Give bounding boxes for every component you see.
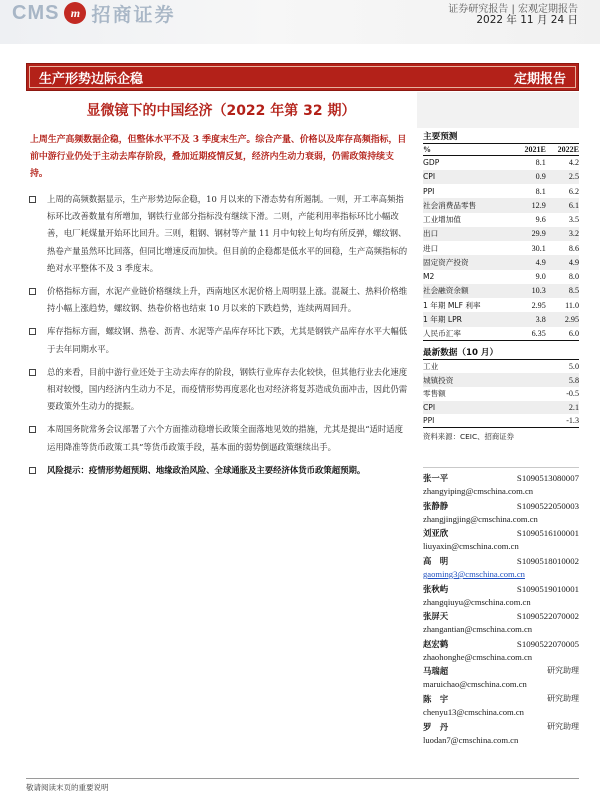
section-label: 生产形势边际企稳 — [39, 72, 144, 87]
forecast-row — [423, 170, 579, 184]
row-value: 5.0 — [568, 362, 579, 372]
value-2021: 29.9 — [513, 227, 546, 241]
bullet-item — [28, 421, 410, 455]
bullet-text: 风险提示：疫情形势超预期、地缘政治风险、全球通胀及主要经济体货币政策超预期。 — [47, 464, 366, 475]
row-label: 进口 — [423, 243, 439, 253]
analyst-cert-number: S1090519010001 — [516, 583, 579, 594]
row-label: 人民币汇率 — [423, 327, 513, 341]
value-2021: 0.9 — [513, 170, 546, 184]
forecast-row — [423, 156, 579, 170]
row-value: 2.1 — [533, 401, 579, 415]
row-label: 1 年期 MLF 利率 — [423, 300, 481, 310]
value-2021: 6.35 — [513, 327, 546, 341]
analyst-cert-number: S1090516100001 — [516, 528, 579, 539]
checkbox-bullet-icon — [29, 426, 36, 433]
value-2021: 8.1 — [535, 158, 546, 168]
value-2022: 3.2 — [546, 227, 579, 241]
logo-text-cn: 招商证券 — [91, 3, 176, 26]
analyst-header — [423, 609, 579, 623]
analyst-entry — [423, 720, 579, 748]
bullet-text: 总的来看，目前中游行业还处于主动去库存的阶段，钢铁行业库存去化较快，但其他行业去化速度相对较慢，国内经济内生动力不足，而疫情形势再度恶化也对经济将复苏造成负面冲击，因此仍需要政策外生动力的提振。 — [47, 366, 408, 412]
latest-row — [423, 360, 579, 374]
row-value: 5.8 — [533, 373, 579, 387]
col-header: 2022E — [546, 144, 579, 156]
analyst-email: maruichao@cmschina.com.cn — [423, 679, 527, 690]
analyst-entry — [423, 582, 579, 610]
row-label: 固定资产投资 — [423, 255, 513, 269]
value-2021: 3.8 — [513, 312, 546, 326]
analyst-cert-number: S1090522050003 — [516, 500, 579, 511]
forecast-row — [423, 298, 579, 312]
value-2021: 30.1 — [531, 243, 546, 253]
footer-divider — [26, 778, 579, 779]
bullet-text: 本周国务院常务会议部署了六个方面推动稳增长政策全面落地见效的措施，尤其是提出“适时适度运用降准等货币政策工具”等货币政策手段，基本面的弱势倒逼政策继续出手。 — [47, 424, 404, 452]
bullet-text: 价格指标方面，水泥产业链价格继续上升，西南地区水泥价格上周明显上涨。混凝土、热料价格维持小幅上涨趋势，螺纹钢、热卷价格也结束 10 月以来的下跌趋势，连续两周回升。 — [47, 286, 408, 314]
forecast-row — [423, 270, 579, 284]
forecast-row — [423, 213, 579, 227]
value-2021: 9.6 — [535, 215, 546, 225]
checkbox-bullet-icon — [29, 328, 36, 335]
summary-paragraph: 上周生产高频数据企稳，但整体水平不及 3 季度末生产。综合产量、价格以及库存高频指标，目前中游行业仍处于主动去库存阶段，叠加近期疫情反复，经济内生动力衰弱，仍需政策持续支持。 — [30, 135, 407, 179]
forecast-row — [423, 198, 579, 212]
report-title: 显微镜下的中国经济（2022 年第 32 期） — [86, 103, 356, 119]
latest-data-heading: 最新数据（10 月） — [423, 348, 499, 359]
analyst-name: 罗 丹 — [423, 721, 449, 732]
forecast-row — [423, 284, 579, 298]
analyst-cert-number: S1090522070005 — [516, 638, 579, 649]
analyst-cert-number: S1090522070002 — [516, 611, 579, 622]
analyst-name: 张屏天 — [423, 611, 449, 622]
analyst-role: 研究助理 — [547, 693, 579, 703]
side-panel — [423, 130, 579, 747]
row-label: PPI — [423, 414, 533, 428]
value-2022: 2.95 — [546, 312, 579, 326]
analyst-header — [423, 471, 579, 485]
forecast-row — [423, 327, 579, 341]
report-category: 证券研究报告 | 宏观定期报告 — [448, 4, 578, 15]
title-bar — [26, 63, 579, 91]
row-label: CPI — [423, 170, 513, 184]
analyst-header — [423, 526, 579, 540]
row-label: 工业增加值 — [423, 215, 461, 225]
analyst-entry — [423, 499, 579, 527]
bullet-item — [28, 191, 410, 277]
value-2022: 4.2 — [568, 158, 579, 168]
bullet-text: 库存指标方面，螺纹钢、热卷、沥青、水泥等产品库存环比下跌，尤其是钢铁产品库存水平大幅低于去年同期水平。 — [47, 326, 408, 354]
analyst-header — [423, 637, 579, 651]
col-header: 2021E — [513, 144, 546, 156]
analyst-header — [423, 664, 579, 678]
checkbox-bullet-icon — [29, 369, 36, 376]
bullet-item — [28, 323, 410, 357]
value-2021: 12.9 — [513, 198, 546, 212]
row-value: -1.3 — [533, 414, 579, 428]
value-2021: 9.0 — [535, 272, 546, 282]
row-label: 工业 — [423, 362, 439, 372]
analyst-email: zhaohonghe@cmschina.com.cn — [423, 651, 533, 662]
value-2021: 10.3 — [513, 284, 546, 298]
latest-row — [423, 401, 579, 415]
checkbox-bullet-icon — [29, 196, 36, 203]
analyst-name: 陈 宇 — [423, 693, 449, 704]
forecast-row — [423, 241, 579, 255]
value-2022: 6.0 — [546, 327, 579, 341]
forecast-row — [423, 227, 579, 241]
value-2021: 2.95 — [531, 300, 546, 310]
row-label: 零售额 — [423, 389, 446, 399]
row-label: GDP — [423, 158, 440, 168]
forecast-table — [423, 143, 579, 341]
checkbox-bullet-icon — [29, 467, 36, 474]
risk-warning-item — [28, 462, 410, 479]
value-2022: 2.5 — [546, 170, 579, 184]
value-2022: 3.5 — [568, 215, 579, 225]
analyst-header — [423, 692, 579, 706]
logo-badge-icon: m — [64, 2, 86, 24]
analyst-name: 高 明 — [423, 556, 449, 566]
bullet-text: 上周的高频数据显示，生产形势边际企稳，10 月以来的下滑态势有所遏制。一则，开工率高频指标环比改善数量有所增加，钢铁行业部分指标没有继续下滑。二则，产能利用率指标环比小幅改善，电厂耗煤量开始环比回升。三则，粗钢、钢材等产量 11 月中旬较上旬均有所反弹，螺纹钢、热卷产量虽然环比回落，但同比增速反而加快。但目前的企稳都是低水平的回稳，生产高频指标的绝对水平整体不及 3 季度末。 — [47, 194, 408, 273]
analyst-header — [423, 554, 579, 568]
row-label: 城镇投资 — [423, 373, 533, 387]
checkbox-bullet-icon — [29, 288, 36, 295]
row-label: 社会融资余额 — [423, 284, 513, 298]
analyst-role: 研究助理 — [547, 666, 579, 676]
source-note: 资料来源：CEIC、招商证券 — [423, 432, 515, 442]
analyst-email: zhangqiuyu@cmschina.com.cn — [423, 596, 531, 607]
bullet-list — [28, 191, 410, 485]
forecast-heading: 主要预测 — [423, 132, 458, 142]
row-label: PPI — [423, 186, 435, 196]
analyst-list — [423, 471, 579, 747]
analyst-entry — [423, 637, 579, 665]
row-label: 1 年期 LPR — [423, 312, 513, 326]
latest-data-table — [423, 359, 579, 428]
row-label: M2 — [423, 272, 435, 282]
analyst-name: 赵宏鹤 — [423, 638, 449, 649]
analyst-entry — [423, 471, 579, 499]
report-date: 2022 年 11 月 24 日 — [476, 14, 578, 26]
analyst-email[interactable]: gaoming3@cmschina.com.cn — [423, 569, 525, 579]
forecast-header-row — [423, 144, 579, 156]
value-2022: 8.6 — [568, 243, 579, 253]
analyst-name: 马瑞超 — [423, 666, 449, 677]
value-2021: 8.1 — [535, 186, 546, 196]
analyst-name: 刘亚欣 — [423, 528, 449, 539]
footer-note: 敬请阅读末页的重要说明 — [26, 783, 109, 792]
col-header: % — [423, 144, 513, 156]
analyst-name: 张秋屿 — [423, 583, 449, 594]
analyst-role: 研究助理 — [547, 721, 579, 731]
value-2022: 4.9 — [546, 255, 579, 269]
analyst-header — [423, 499, 579, 513]
analyst-email: zhangantian@cmschina.com.cn — [423, 624, 533, 635]
company-logo — [12, 0, 175, 26]
row-label: 社会消费品零售 — [423, 198, 513, 212]
analyst-email: chenyu13@cmschina.com.cn — [423, 706, 524, 717]
value-2022: 6.2 — [568, 186, 579, 196]
analyst-email: luodan7@cmschina.com.cn — [423, 734, 519, 745]
value-2022: 11.0 — [565, 300, 579, 310]
analyst-header — [423, 720, 579, 734]
row-value: -0.5 — [566, 389, 579, 399]
analyst-email: zhangjingjing@cmschina.com.cn — [423, 513, 538, 524]
analyst-entry — [423, 526, 579, 554]
bullet-item — [28, 364, 410, 416]
latest-row — [423, 414, 579, 428]
analyst-name: 张静静 — [423, 500, 449, 511]
row-label: CPI — [423, 401, 533, 415]
bullet-item — [28, 283, 410, 317]
forecast-row — [423, 255, 579, 269]
row-label: 出口 — [423, 227, 513, 241]
analyst-entry — [423, 692, 579, 720]
value-2021: 4.9 — [513, 255, 546, 269]
analyst-header — [423, 582, 579, 596]
forecast-row — [423, 184, 579, 198]
analyst-email: liuyaxin@cmschina.com.cn — [423, 541, 519, 552]
value-2022: 6.1 — [546, 198, 579, 212]
analyst-cert-number: S1090518010002 — [516, 556, 579, 566]
analyst-entry — [423, 664, 579, 692]
divider — [423, 443, 579, 468]
right-panel-header — [417, 92, 579, 128]
logo-text-en: CMS — [12, 1, 60, 24]
analyst-cert-number: S1090513080007 — [516, 473, 579, 484]
report-type-label: 定期报告 — [513, 72, 566, 87]
analyst-email: zhangyiping@cmschina.com.cn — [423, 486, 534, 497]
value-2022: 8.0 — [568, 272, 579, 282]
forecast-row — [423, 312, 579, 326]
analyst-name: 张一平 — [423, 473, 449, 484]
value-2022: 8.5 — [546, 284, 579, 298]
latest-row — [423, 387, 579, 401]
analyst-entry — [423, 554, 579, 582]
analyst-entry — [423, 609, 579, 637]
latest-row — [423, 373, 579, 387]
